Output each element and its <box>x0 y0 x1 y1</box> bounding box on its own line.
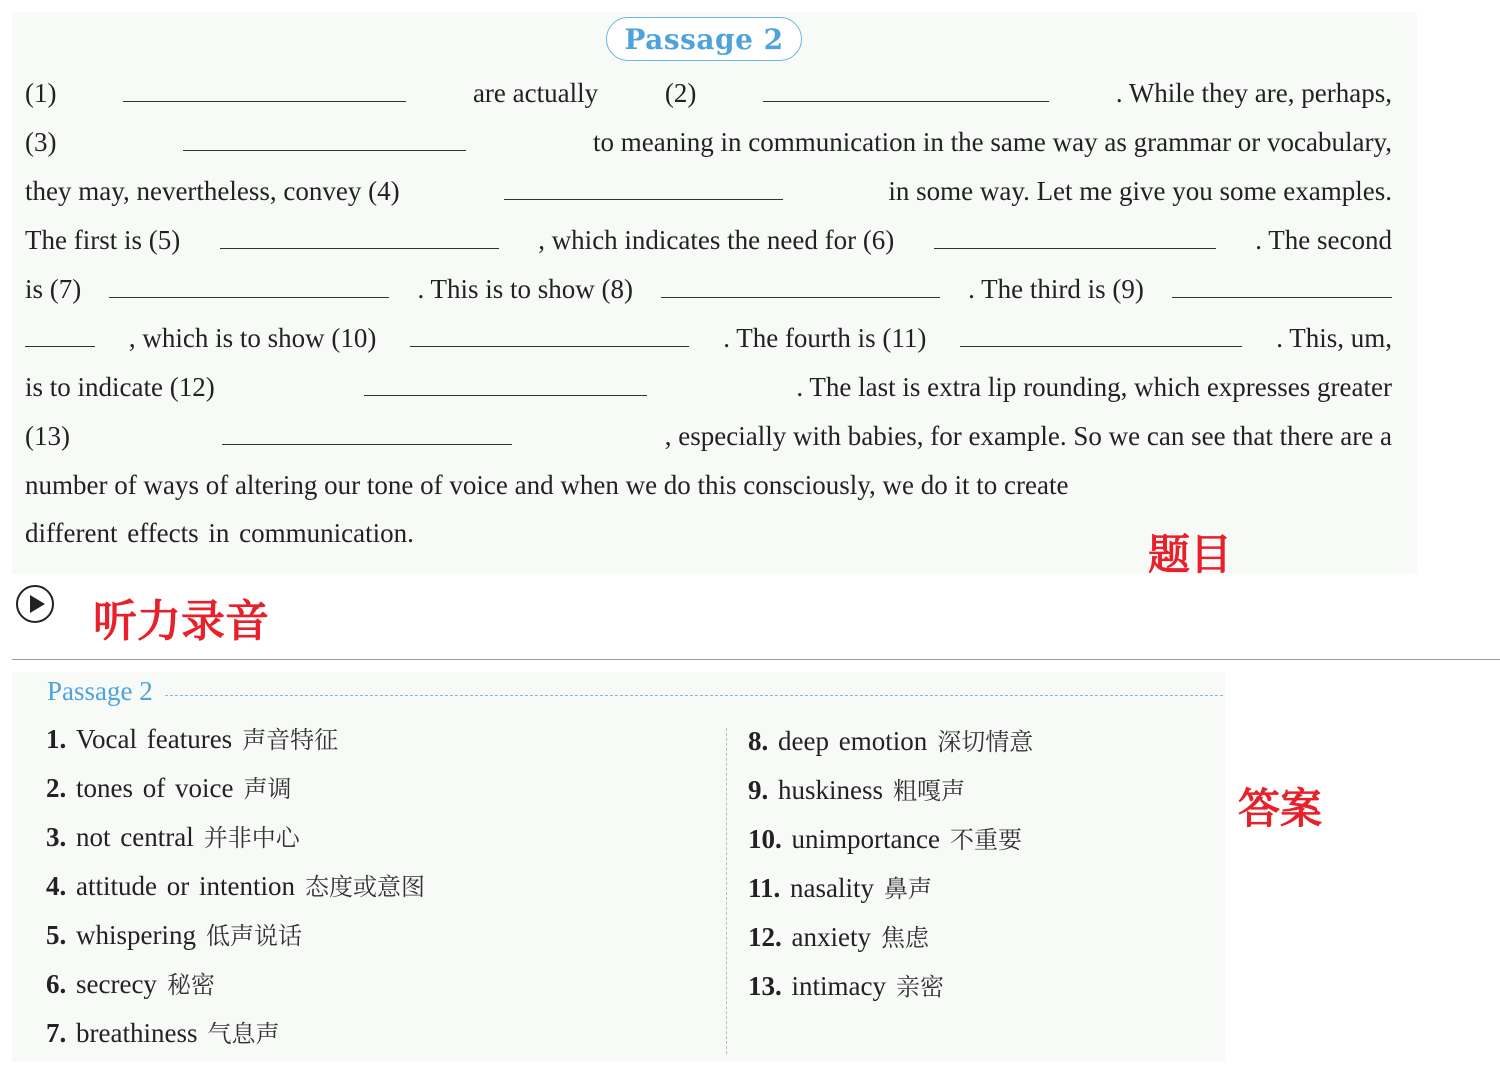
passage-text-segment: , especially with babies, for example. So we can see that there are a <box>664 421 1392 451</box>
answer-english: anxiety <box>791 922 871 952</box>
answer-chinese: 态度或意图 <box>304 873 425 901</box>
answer-english: Vocal features <box>76 724 233 754</box>
passage-text-segment: . The last is extra lip rounding, which expresses greater <box>796 372 1392 402</box>
answer-chinese: 低声说话 <box>205 922 302 950</box>
answer-blank <box>222 443 512 445</box>
passage-text-segment: is to indicate (12) <box>25 372 215 402</box>
answer-blank <box>123 100 406 102</box>
passage-line <box>25 127 1392 167</box>
answer-chinese: 焦虑 <box>880 924 929 952</box>
question-tag: 题目 <box>1148 530 1233 579</box>
answer-blank <box>504 198 783 200</box>
answer-chinese: 声音特征 <box>242 726 339 754</box>
passage-text-segment: , which indicates the need for (6) <box>538 225 895 255</box>
answer-english: tones of voice <box>76 773 234 803</box>
passage-text-segment: (2) <box>664 78 697 108</box>
passage-text-segment: (1) <box>25 78 57 108</box>
answer-number: 8. <box>748 726 778 756</box>
answer-item <box>46 769 291 804</box>
answer-blank <box>763 100 1049 102</box>
answer-blank <box>410 345 689 347</box>
answer-number: 13. <box>748 971 792 1001</box>
answer-english: whispering <box>76 920 196 950</box>
answer-tag: 答案 <box>1238 784 1323 833</box>
answer-number: 10. <box>748 824 792 854</box>
passage-line <box>25 78 1392 118</box>
answer-item <box>748 820 1022 855</box>
answer-number: 3. <box>46 822 76 852</box>
answer-chinese: 声调 <box>243 775 292 803</box>
passage-line <box>25 421 1392 461</box>
answer-chinese: 并非中心 <box>203 824 300 852</box>
answer-item <box>748 771 965 806</box>
answer-chinese: 粗嘎声 <box>893 777 966 805</box>
passage-text-segment: . The fourth is (11) <box>723 323 927 353</box>
answer-number: 11. <box>748 873 791 903</box>
passage-text-segment: is (7) <box>25 274 82 304</box>
answer-number: 9. <box>748 775 778 805</box>
answer-chinese: 气息声 <box>207 1020 280 1048</box>
answer-number: 4. <box>46 871 76 901</box>
passage-text-segment: number of ways of altering our tone of voice and when we do this consciously, we do it to create <box>25 470 1069 500</box>
answer-blank <box>934 247 1216 249</box>
passage-text-segment: . The second <box>1255 225 1392 255</box>
section-divider <box>12 659 1500 660</box>
answer-number: 5. <box>46 920 76 950</box>
answer-item <box>46 965 215 1000</box>
answer-number: 1. <box>46 724 76 754</box>
passage-text-segment: (3) <box>25 127 57 157</box>
answer-chinese: 鼻声 <box>884 875 932 903</box>
passage-line <box>25 323 1392 363</box>
audio-label: 听力录音 <box>93 596 269 647</box>
answer-item <box>748 722 1033 757</box>
answer-number: 2. <box>46 773 76 803</box>
answer-english: intimacy <box>791 971 886 1001</box>
answer-item <box>46 1014 279 1049</box>
passage-text-segment: . The third is (9) <box>968 274 1144 304</box>
passage-text-segment: . This is to show (8) <box>417 274 633 304</box>
answer-blank <box>1172 296 1392 298</box>
answer-item <box>748 918 929 953</box>
answer-english: breathiness <box>76 1018 198 1048</box>
answer-chinese: 秘密 <box>166 971 215 999</box>
answer-item <box>46 867 425 902</box>
play-icon <box>30 595 45 613</box>
answer-chinese: 深切情意 <box>937 728 1034 756</box>
passage-text-segment: . While they are, perhaps, <box>1115 78 1392 108</box>
answer-chinese: 亲密 <box>895 973 944 1001</box>
answer-chinese: 不重要 <box>949 826 1022 854</box>
answer-english: deep emotion <box>778 726 928 756</box>
passage-line <box>25 225 1392 265</box>
answer-blank <box>183 149 466 151</box>
answer-item <box>748 869 932 904</box>
answer-item <box>46 818 300 853</box>
answer-number: 7. <box>46 1018 76 1048</box>
passage-line <box>25 176 1392 216</box>
passage-line <box>25 470 1392 510</box>
passage-text-segment: to meaning in communication in the same way as grammar or vocabulary, <box>592 127 1392 157</box>
passage-text-segment: , which is to show (10) <box>128 323 377 353</box>
passage-title: Passage 2 <box>606 17 802 61</box>
passage-text-segment: are actually <box>472 78 599 108</box>
answer-blank <box>364 394 647 396</box>
answer-blank <box>109 296 389 298</box>
passage-text-segment: (13) <box>25 421 70 451</box>
passage-text-segment: different effects in communication. <box>25 518 414 548</box>
answer-blank <box>220 247 499 249</box>
answer-english: nasality <box>790 873 874 903</box>
answer-blank <box>960 345 1242 347</box>
answer-english: attitude or intention <box>76 871 295 901</box>
answer-item <box>46 916 302 951</box>
passage-text-segment: in some way. Let me give you some examples. <box>888 176 1392 206</box>
answer-english: huskiness <box>778 775 884 805</box>
passage-text-segment: they may, nevertheless, convey (4) <box>25 176 400 206</box>
column-divider <box>726 728 727 1054</box>
answer-title: Passage 2 <box>47 676 153 706</box>
answer-number: 6. <box>46 969 76 999</box>
answer-english: secrecy <box>76 969 157 999</box>
passage-line <box>25 274 1392 314</box>
passage-text-segment: The first is (5) <box>25 225 181 255</box>
answer-english: not central <box>76 822 194 852</box>
passage-line <box>25 372 1392 412</box>
answer-title-rule <box>165 695 1223 696</box>
answer-blank <box>25 345 95 347</box>
answer-english: unimportance <box>791 824 940 854</box>
answer-item <box>46 720 338 755</box>
answer-item <box>748 967 944 1002</box>
answer-blank <box>661 296 940 298</box>
passage-text-segment: . This, um, <box>1276 323 1392 353</box>
play-audio-button[interactable] <box>16 585 54 623</box>
answer-number: 12. <box>748 922 792 952</box>
